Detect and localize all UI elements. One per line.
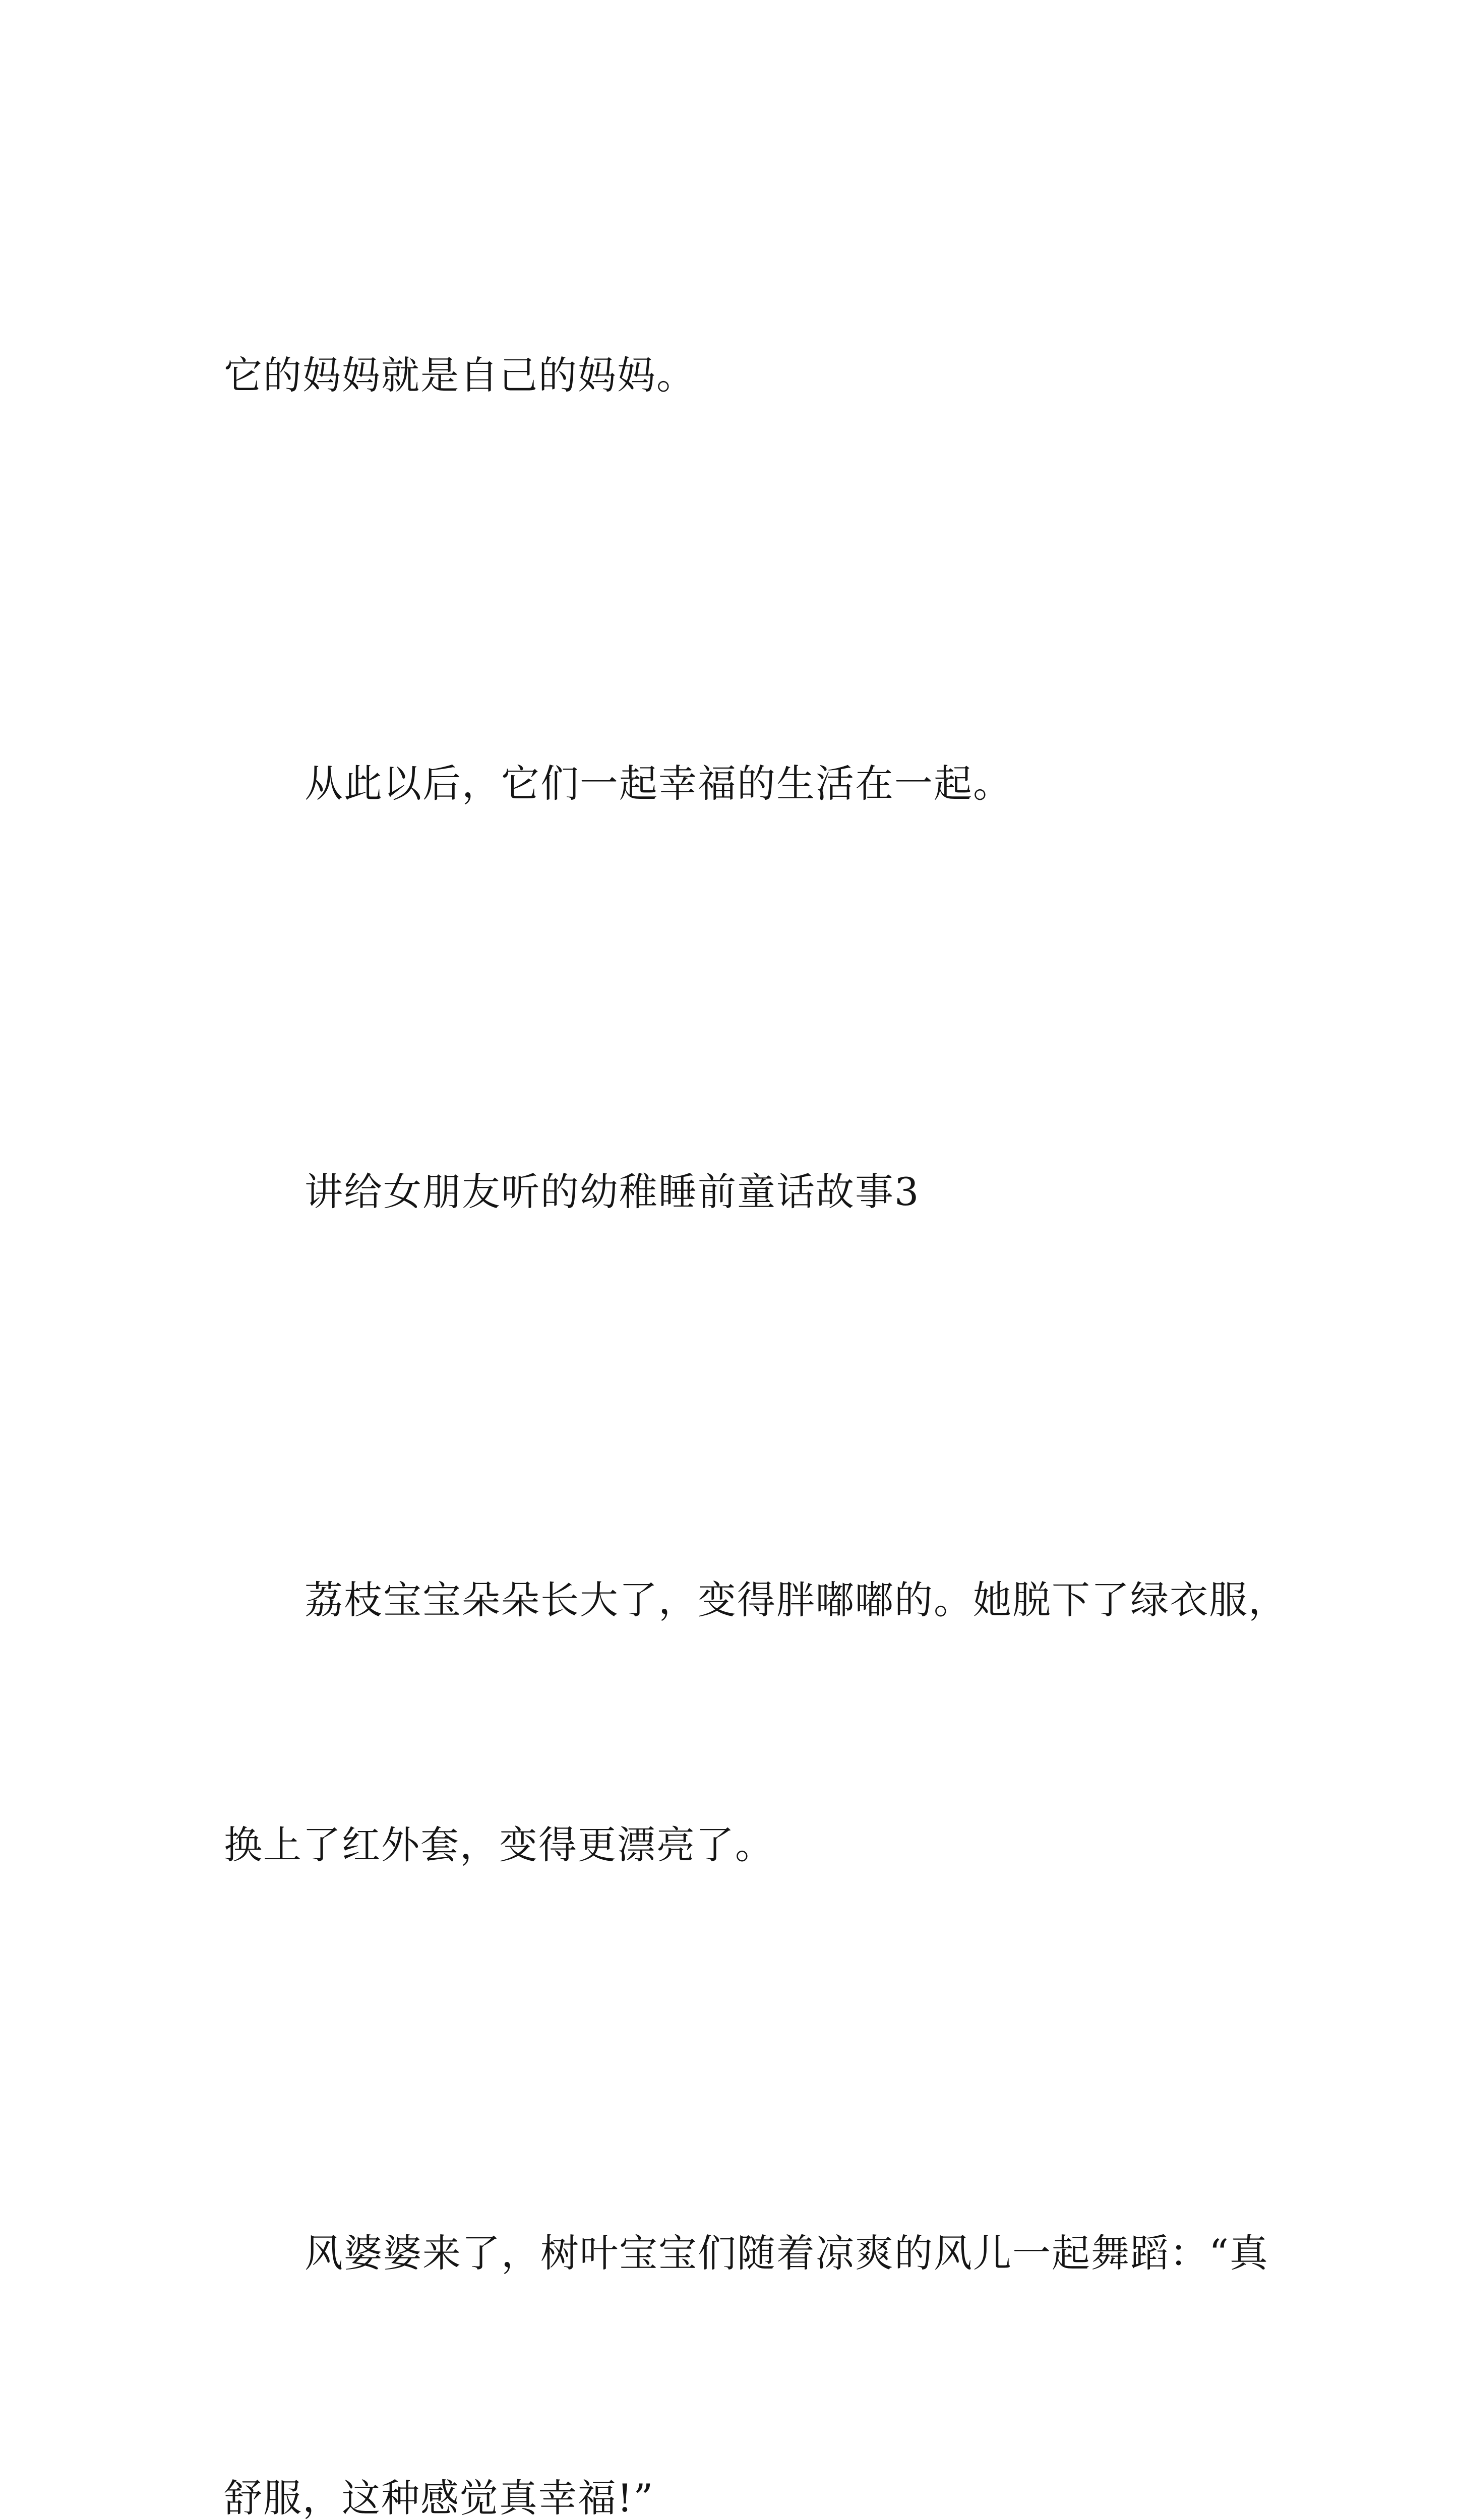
- text-line: 讲给女朋友听的幼稚睡前童话故事3: [305, 1169, 920, 1214]
- text-line: 风婆婆来了，树叶宝宝们随着凉爽的风儿一起舞蹈：“真: [305, 2231, 1269, 2276]
- text-line: 荔枝宝宝朵朵长大了，变得胖嘟嘟的。她脱下了绿衣服，: [305, 1578, 1288, 1622]
- paragraph: [224, 1396, 1288, 2049]
- document-body: [224, 171, 1288, 2520]
- text-line: 从此以后，它们一起幸福的生活在一起。: [305, 761, 1012, 806]
- text-line: 舒服，这种感觉真幸福!”: [224, 2476, 654, 2520]
- text-line: 换上了红外套，变得更漂亮了。: [224, 1822, 774, 1867]
- paragraph: [224, 2049, 1269, 2520]
- paragraph: [224, 171, 1237, 580]
- section-heading: [224, 988, 1237, 1396]
- text-line: 它的妈妈就是自己的妈妈。: [224, 353, 696, 398]
- paragraph: [224, 580, 1237, 988]
